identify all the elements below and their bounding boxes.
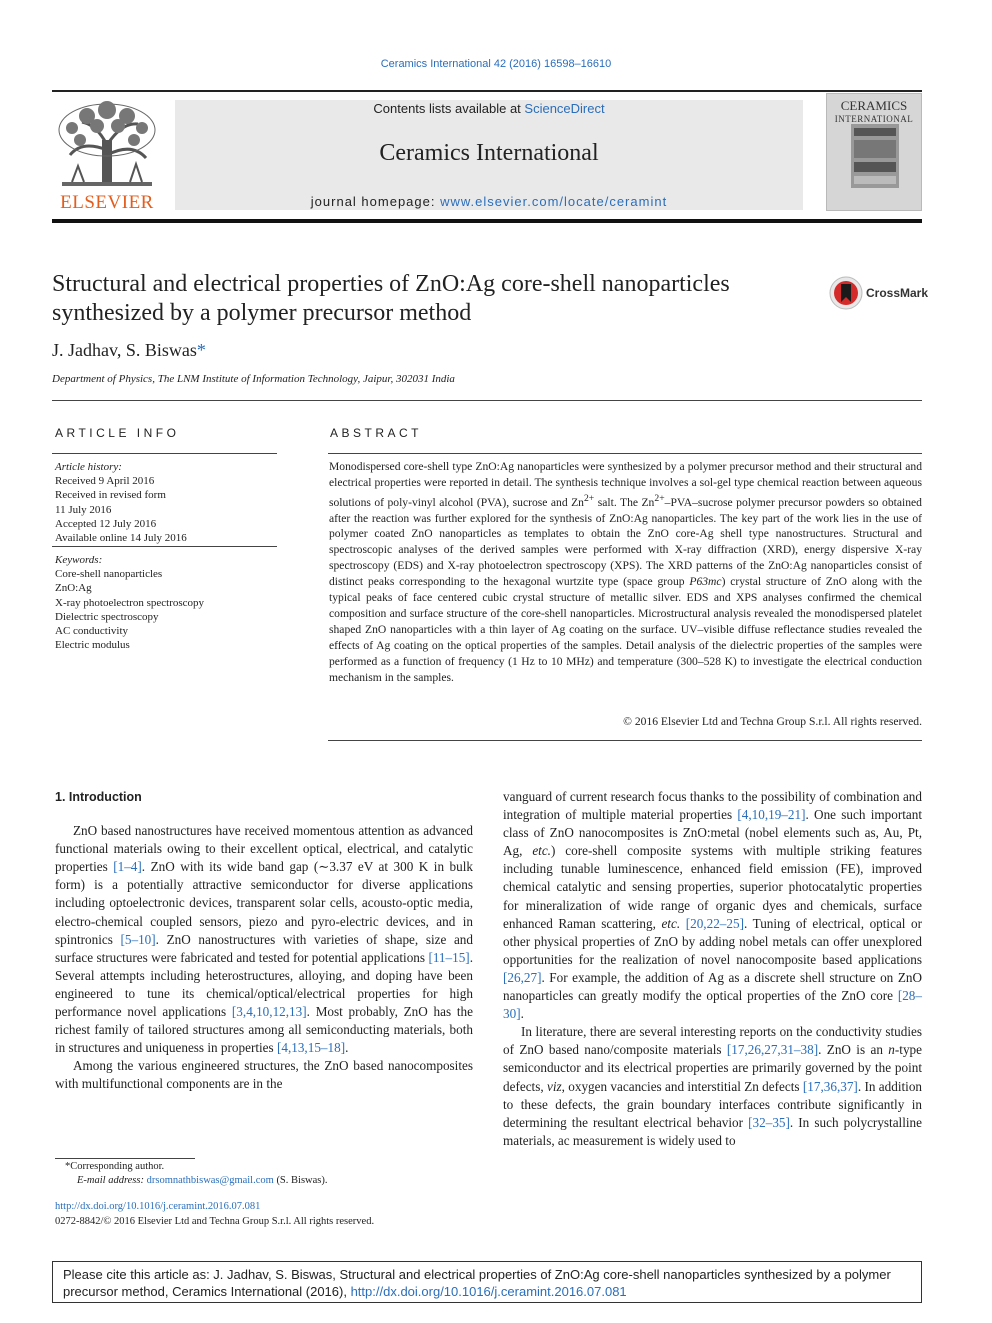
keywords-list bbox=[55, 553, 277, 652]
intro-paragraph: Among the various engineered structures, the ZnO based nanocomposites with multifunctional components are in the bbox=[55, 1058, 473, 1092]
abstract-copyright: © 2016 Elsevier Ltd and Techna Group S.r.l. All rights reserved. bbox=[623, 715, 922, 728]
reference-link[interactable]: [26,27] bbox=[503, 969, 542, 985]
abstract-part: ) crystal structure of ZnO along with the typical peaks of face centered cubic crystal structure of metallic silver. EDS and XPS analyses confirmed the chemical composition and surface structure of the core-shell nanoparticles. Microstructural analysis revealed the monodispersed platelet shaped ZnO nanoparticles with a thin layer of Ag coating on the surface. UV–visible diffuse reflectance studies revealed the effects of Ag coating on the optical properties of the samples. Detail analysis of the dielectric properties of the samples were performed as a function of frequency (1 Hz to 10 MHz) and temperature (300–528 K) to investigate the electrical conduction mechanism in the samples. bbox=[329, 575, 922, 684]
abstract-superscript: 2+ bbox=[583, 492, 595, 504]
text-run: . Tuning of electrical, optical or other physical properties of ZnO by adding nobel metals can offer unexplored opportunities for the realization of novel nanocomposite based applications bbox=[503, 915, 923, 967]
reference-link[interactable]: [32–35] bbox=[748, 1114, 790, 1130]
text-run: . In such polycrystalline materials, ac measurement is widely used to bbox=[503, 1114, 922, 1148]
text-run: ) core-shell composite systems with multiple striking features including tunable luminescence, enhanced field emission (FE), improved chemical catalytic and sensing properties, superior photocatalytic properties for mineralization of wide range of organic dyes and chemicals, surface enhanced Raman scattering, bbox=[503, 843, 922, 931]
affiliation-rule bbox=[52, 400, 922, 401]
homepage-line bbox=[175, 194, 803, 209]
corresponding-author-note: *Corresponding author. bbox=[65, 1161, 165, 1172]
intro-left-column bbox=[55, 788, 473, 1094]
email-label: E-mail address: bbox=[77, 1175, 147, 1186]
reference-link[interactable]: [17,36,37] bbox=[802, 1078, 858, 1094]
abstract-part: Monodispersed core-shell type ZnO:Ag nanoparticles were synthesized by a polymer precursor method and their structural and electrical properties were reported in detail. The synthesis technique involves a sol-gel type chemical reaction between aqueous solutions of poly-vinyl alcohol (PVA), sucrose and Zn bbox=[329, 460, 922, 509]
homepage-prefix: journal homepage: bbox=[310, 194, 441, 209]
header-bottom-rule bbox=[52, 219, 922, 223]
crossmark-label[interactable]: CrossMark bbox=[866, 286, 929, 300]
footnotes bbox=[55, 1160, 485, 1188]
abstract-superscript: 2+ bbox=[654, 492, 665, 504]
text-run-italic: etc. bbox=[661, 915, 681, 931]
footnote-rule bbox=[55, 1158, 195, 1159]
history-item: Received in revised form bbox=[55, 489, 166, 502]
doi-link[interactable]: http://dx.doi.org/10.1016/j.ceramint.2016.07.081 bbox=[55, 1201, 261, 1212]
history-item: Received 9 April 2016 bbox=[55, 475, 155, 488]
cite-this-article-box bbox=[52, 1261, 922, 1303]
cover-title-2: INTERNATIONAL bbox=[834, 114, 914, 124]
text-run: In literature, there are several interesting reports on the conductivity studies of ZnO based nano/composite materials bbox=[503, 1024, 922, 1058]
reference-link[interactable]: [17,26,27,31–38] bbox=[726, 1042, 819, 1058]
text-run: . ZnO is an bbox=[818, 1042, 889, 1058]
keyword-item: X-ray photoelectron spectroscopy bbox=[55, 596, 205, 609]
text-run: . bbox=[345, 1040, 349, 1056]
corresponding-author-mark[interactable]: * bbox=[196, 340, 206, 360]
authors-text: J. Jadhav, S. Biswas bbox=[52, 340, 197, 360]
sciencedirect-link[interactable]: ScienceDirect bbox=[524, 101, 605, 116]
header-top-rule bbox=[52, 90, 922, 92]
intro-paragraph bbox=[503, 1023, 922, 1150]
text-run: vanguard of current research focus thanks to the possibility of combination and integration of multiple material properties bbox=[503, 789, 922, 823]
journal-cover-image[interactable] bbox=[826, 93, 922, 211]
abstract-text bbox=[329, 459, 922, 686]
abstract-heading: ABSTRACT bbox=[330, 426, 423, 440]
email-link[interactable]: drsomnathbiswas@gmail.com bbox=[146, 1175, 274, 1186]
cite-doi-link[interactable]: http://dx.doi.org/10.1016/j.ceramint.2016.07.081 bbox=[350, 1284, 627, 1299]
intro-right-column bbox=[503, 788, 922, 1150]
intro-paragraph bbox=[503, 788, 922, 1023]
contents-prefix: Contents lists available at bbox=[373, 101, 525, 116]
text-run: . bbox=[520, 1006, 524, 1022]
text-run-italic: n bbox=[888, 1042, 895, 1058]
article-info-heading: ARTICLE INFO bbox=[55, 426, 180, 440]
article-info-rule bbox=[52, 453, 277, 454]
abstract-part: –PVA–sucrose polymer precursor powders so obtained after the reaction was further explored for the synthesis of ZnO:Ag nanoparticles. The key part of the work lies in the use of polymer coated ZnO nanoparticles as templates to obtain the ZnO core-Ag shell type nanostructures. Structural and spectroscopic analyses of the derived samples were performed with X-ray diffraction (XRD), energy dispersive X-ray spectroscopy (EDS) and X-ray photoelectron spectroscopy (XPS). The XRD patterns of the ZnO:Ag nanoparticles consist of distinct peaks corresponding to the hexagonal wurtzite type (space group bbox=[329, 495, 922, 589]
abstract-rule bbox=[328, 453, 922, 454]
article-title: Structural and electrical properties of ZnO:Ag core-shell nanoparticles synthesized by a polymer precursor method bbox=[52, 271, 730, 326]
email-note bbox=[55, 1174, 485, 1188]
intro-paragraph bbox=[55, 822, 473, 1057]
text-run: . For example, the addition of Ag as a discrete shell structure on ZnO nanoparticles can greatly modify the optical properties of the ZnO core bbox=[503, 969, 922, 1004]
history-item: Accepted 12 July 2016 bbox=[55, 517, 157, 530]
abstract-bottom-rule bbox=[328, 740, 922, 741]
reference-link[interactable]: [4,13,15–18] bbox=[276, 1040, 346, 1056]
history-label: Article history: bbox=[55, 461, 122, 473]
text-run: . Most probably, ZnO has the richest family of tailored structures among all semiconducting materials, both in structures and uniqueness in properties bbox=[55, 1004, 473, 1056]
journal-citation-link[interactable]: Ceramics International 42 (2016) 16598–16610 bbox=[380, 58, 612, 70]
abstract-part: salt. The Zn bbox=[594, 495, 655, 509]
keyword-item: AC conductivity bbox=[55, 625, 129, 638]
text-run-italic: etc. bbox=[532, 843, 551, 859]
journal-name: Ceramics International bbox=[379, 140, 599, 166]
crossmark-icon bbox=[828, 275, 864, 311]
text-run-italic: viz bbox=[546, 1078, 562, 1094]
text-run: . In addition to these defects, the grain boundary interfaces contribute significantly in determining the resultant electrical behavior bbox=[503, 1078, 923, 1130]
text-run: . ZnO with its wide band gap (∼3.37 eV at 300 K in bulk form) is a potentially attractive semiconductor for diverse applications including optoelectronic devices, transparent solar cells, acousto-optic media, electro-chemical coupled sensors, piezo and pyro-electric devices, and in spintronics bbox=[55, 859, 473, 947]
text-run: -type semiconductor and its electrical properties are primarily governed by the point defects, bbox=[503, 1042, 922, 1094]
cover-title bbox=[827, 100, 921, 125]
keywords-label: Keywords: bbox=[55, 554, 103, 566]
history-item: Available online 14 July 2016 bbox=[55, 532, 187, 545]
cite-text: Please cite this article as: J. Jadhav, S. Biswas, Structural and electrical properties of ZnO:Ag core-shell nanoparticles synthesized by a polymer precursor method, Ceramics International (2016), bbox=[63, 1267, 891, 1299]
reference-link[interactable]: [5–10] bbox=[120, 931, 156, 947]
abstract-space-group: P63mc bbox=[689, 575, 722, 589]
email-suffix: (S. Biswas). bbox=[273, 1175, 328, 1186]
reference-link[interactable]: [20,22–25] bbox=[685, 915, 744, 931]
cover-title-1: CERAMICS bbox=[840, 98, 908, 113]
elsevier-wordmark: ELSEVIER bbox=[60, 192, 154, 213]
keyword-item: ZnO:Ag bbox=[55, 582, 92, 595]
reference-link[interactable]: [1–4] bbox=[113, 859, 142, 875]
reference-link[interactable]: [11–15] bbox=[428, 949, 470, 965]
history-rule bbox=[52, 546, 277, 547]
author-list bbox=[52, 340, 206, 361]
homepage-link[interactable]: www.elsevier.com/locate/ceramint bbox=[440, 194, 668, 209]
text-run: ZnO based nanostructures have received momentous attention as advanced functional materials owing to their excellent optical, electrical, and catalytic properties bbox=[55, 823, 473, 875]
text-run: . ZnO nanostructures with varieties of shape, size and surface structures were fabricated and tested for potential applications bbox=[55, 931, 473, 965]
intro-heading: 1. Introduction bbox=[55, 790, 142, 804]
keyword-item: Core-shell nanoparticles bbox=[55, 568, 163, 581]
keyword-item: Electric modulus bbox=[55, 639, 130, 652]
text-run: , oxygen vacancies and interstitial Zn defects bbox=[561, 1078, 803, 1094]
contents-line bbox=[175, 101, 803, 116]
reference-link[interactable]: [4,10,19–21] bbox=[737, 807, 806, 823]
history-item: 11 July 2016 bbox=[55, 503, 112, 516]
article-history bbox=[55, 460, 277, 545]
cover-graphic bbox=[851, 124, 899, 188]
issn-line: 0272-8842/© 2016 Elsevier Ltd and Techna Group S.r.l. All rights reserved. bbox=[55, 1216, 375, 1227]
reference-link[interactable]: [3,4,10,12,13] bbox=[231, 1004, 307, 1020]
text-run: . One such important class of ZnO nanocomposites is ZnO:metal (nobel elements such as, Au, Pt, Ag, bbox=[503, 807, 923, 859]
reference-link[interactable]: [28–30] bbox=[503, 988, 922, 1022]
keyword-item: Dielectric spectroscopy bbox=[55, 610, 159, 623]
affiliation: Department of Physics, The LNM Institute of Information Technology, Jaipur, 302031 India bbox=[52, 373, 455, 385]
text-run: . Several attempts including heterostructures, alloying, and doping have been engineered to tune its chemical/optical/electrical properties for high performance novel applications bbox=[55, 949, 473, 1020]
